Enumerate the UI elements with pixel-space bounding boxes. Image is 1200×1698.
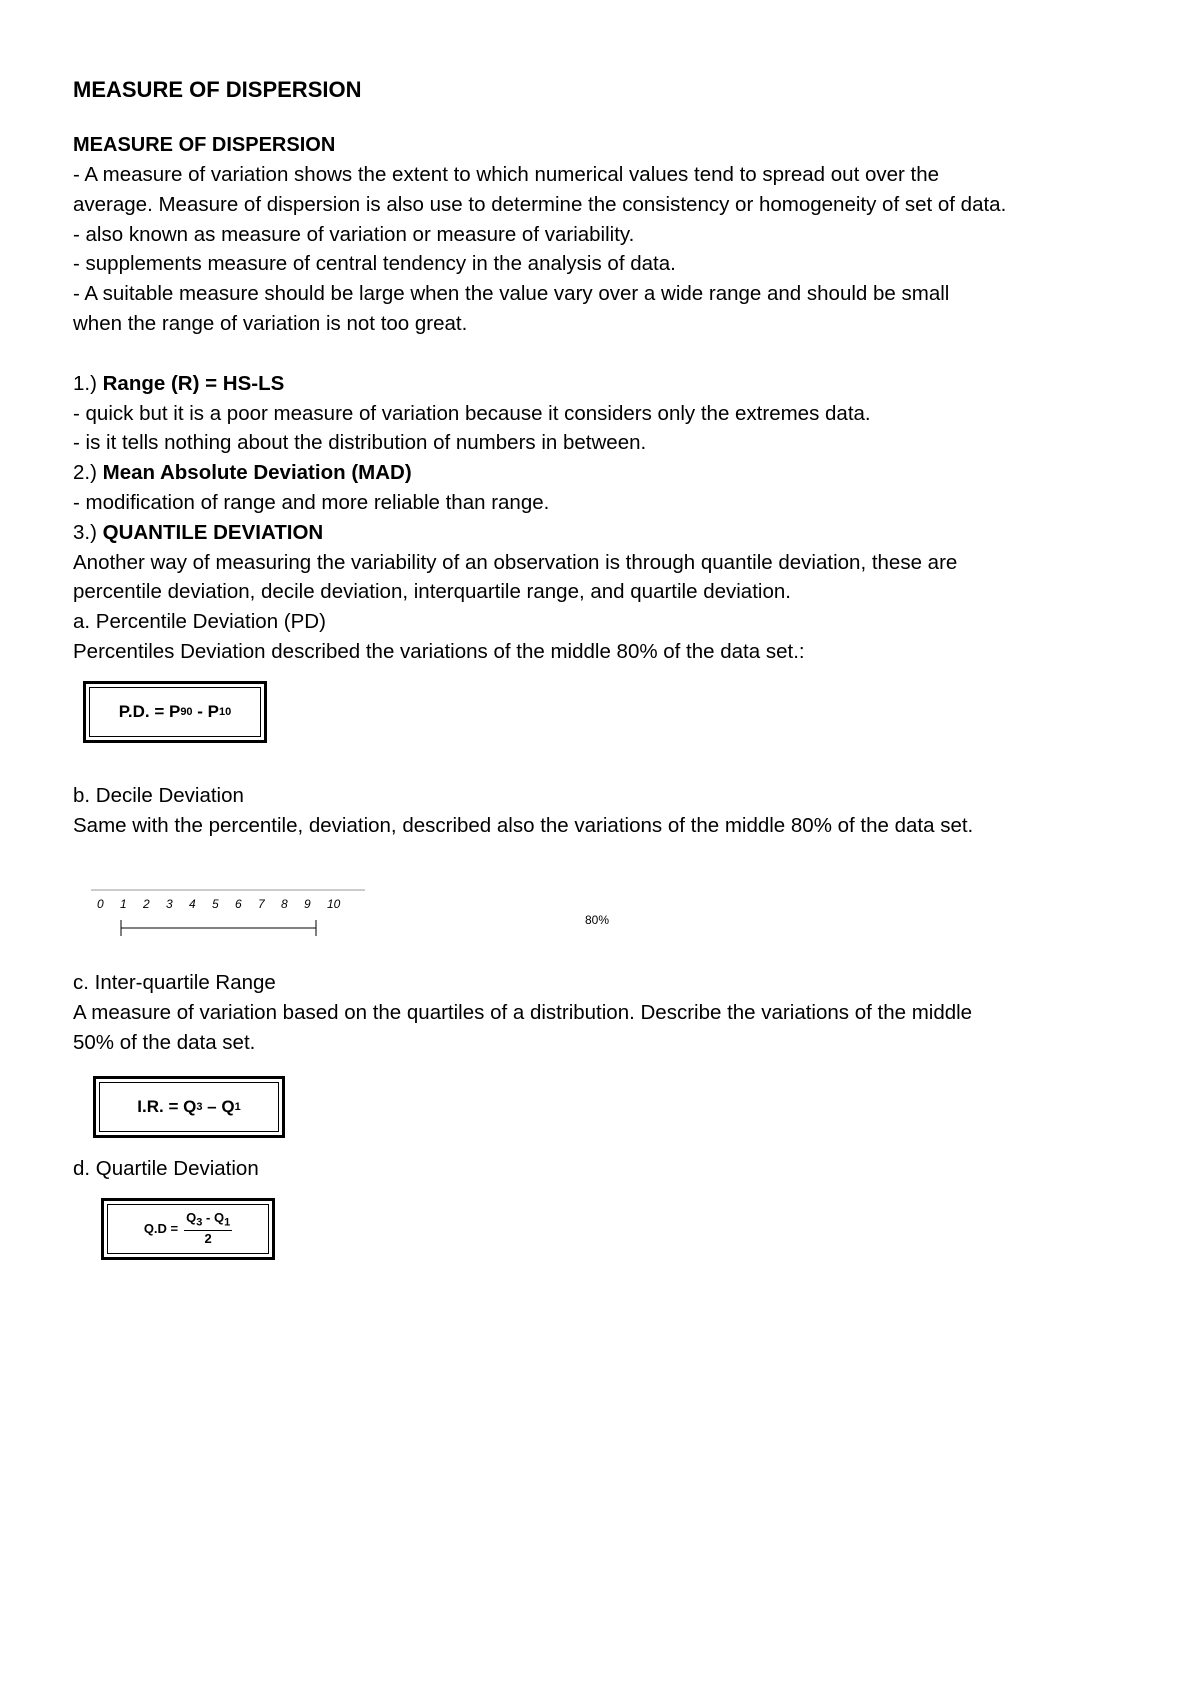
quantile-line: Another way of measuring the variability of an observation is through quantile deviation, these are: [73, 550, 958, 574]
decile-scale-graphic: [73, 878, 693, 948]
quartile-formula-box: [101, 1198, 275, 1260]
formula-subscript: 3: [196, 1100, 203, 1113]
range-number: 1.): [73, 371, 103, 395]
intro-line: average. Measure of dispersion is also use to determine the consistency or homogeneity of set of data.: [73, 192, 1007, 216]
formula-text: - P: [192, 701, 220, 721]
quartile-heading: d. Quartile Deviation: [73, 1156, 259, 1180]
mad-number: 2.): [73, 461, 103, 485]
interquartile-heading: c. Inter-quartile Range: [73, 971, 276, 995]
mad-title: Mean Absolute Deviation (MAD): [102, 461, 412, 485]
interquartile-formula-box: [93, 1076, 285, 1138]
quartile-formula: [107, 1204, 269, 1254]
decile-heading: b. Decile Deviation: [73, 783, 244, 807]
formula-text: - Q: [202, 1209, 225, 1225]
percentile-heading: a. Percentile Deviation (PD): [73, 610, 326, 634]
formula-subscript: 10: [219, 705, 232, 718]
percentile-text: Percentiles Deviation described the variations of the middle 80% of the data set.:: [73, 639, 805, 663]
scale-label: 9: [304, 897, 311, 912]
interquartile-formula: [99, 1082, 279, 1132]
formula-text: I.R. = Q: [137, 1096, 197, 1116]
formula-text: P.D. = P: [118, 701, 181, 721]
intro-line: when the range of variation is not too great.: [73, 311, 468, 335]
document-title: MEASURE OF DISPERSION: [73, 77, 362, 102]
quantile-line: percentile deviation, decile deviation, interquartile range, and quartile deviation.: [73, 580, 791, 604]
document-page: [73, 72, 1133, 1260]
scale-label: 3: [166, 897, 173, 912]
formula-text: Q.D =: [143, 1221, 179, 1237]
range-line: - is it tells nothing about the distribution of numbers in between.: [73, 431, 647, 455]
intro-line: - A measure of variation shows the extent to which numerical values tend to spread out over the: [73, 163, 940, 186]
quantile-title: QUANTILE DEVIATION: [102, 520, 324, 544]
percentile-formula-box: [83, 681, 267, 743]
formula-subscript: 1: [224, 1216, 231, 1229]
percentile-formula: [89, 687, 261, 737]
scale-label: 5: [212, 897, 219, 912]
mad-heading: [73, 458, 1133, 488]
intro-line: - A suitable measure should be large when the value vary over a wide range and should be small: [73, 282, 950, 306]
quartile-fraction: [184, 1210, 232, 1248]
scale-label: 4: [189, 897, 196, 912]
quantile-heading: [73, 518, 1133, 548]
decile-text: Same with the percentile, deviation, described also the variations of the middle 80% of the data set.: [73, 813, 974, 837]
fraction-numerator: [184, 1210, 232, 1232]
scale-labels: [97, 897, 341, 911]
scale-label: 6: [235, 897, 242, 912]
formula-subscript: 3: [196, 1216, 203, 1229]
range-line: - quick but it is a poor measure of variation because it considers only the extremes data.: [73, 401, 871, 425]
intro-line: - also known as measure of variation or measure of variability.: [73, 222, 635, 246]
mad-line: - modification of range and more reliable than range.: [73, 490, 550, 514]
scale-label: 7: [258, 897, 265, 912]
range-title: Range (R) = HS-LS: [102, 371, 285, 395]
interquartile-line: A measure of variation based on the quartiles of a distribution. Describe the variations of the middle: [73, 1001, 973, 1025]
scale-label: 8: [281, 897, 288, 912]
quantile-number: 3.): [73, 520, 103, 544]
fraction-denominator: 2: [204, 1231, 212, 1247]
scale-percent-label: 80%: [585, 913, 610, 928]
scale-label: 0: [97, 897, 104, 912]
formula-subscript: 1: [234, 1100, 241, 1113]
formula-text: – Q: [202, 1096, 235, 1116]
section-title: MEASURE OF DISPERSION: [73, 134, 336, 156]
decile-scale: [73, 878, 1133, 950]
formula-text: Q: [186, 1209, 197, 1225]
scale-label: 1: [120, 897, 127, 912]
interquartile-line: 50% of the data set.: [73, 1030, 256, 1054]
scale-label: 2: [143, 897, 150, 912]
intro-line: - supplements measure of central tendency in the analysis of data.: [73, 252, 676, 276]
range-heading: [73, 369, 1133, 399]
formula-subscript: 90: [180, 705, 193, 718]
scale-label: 10: [327, 897, 341, 912]
